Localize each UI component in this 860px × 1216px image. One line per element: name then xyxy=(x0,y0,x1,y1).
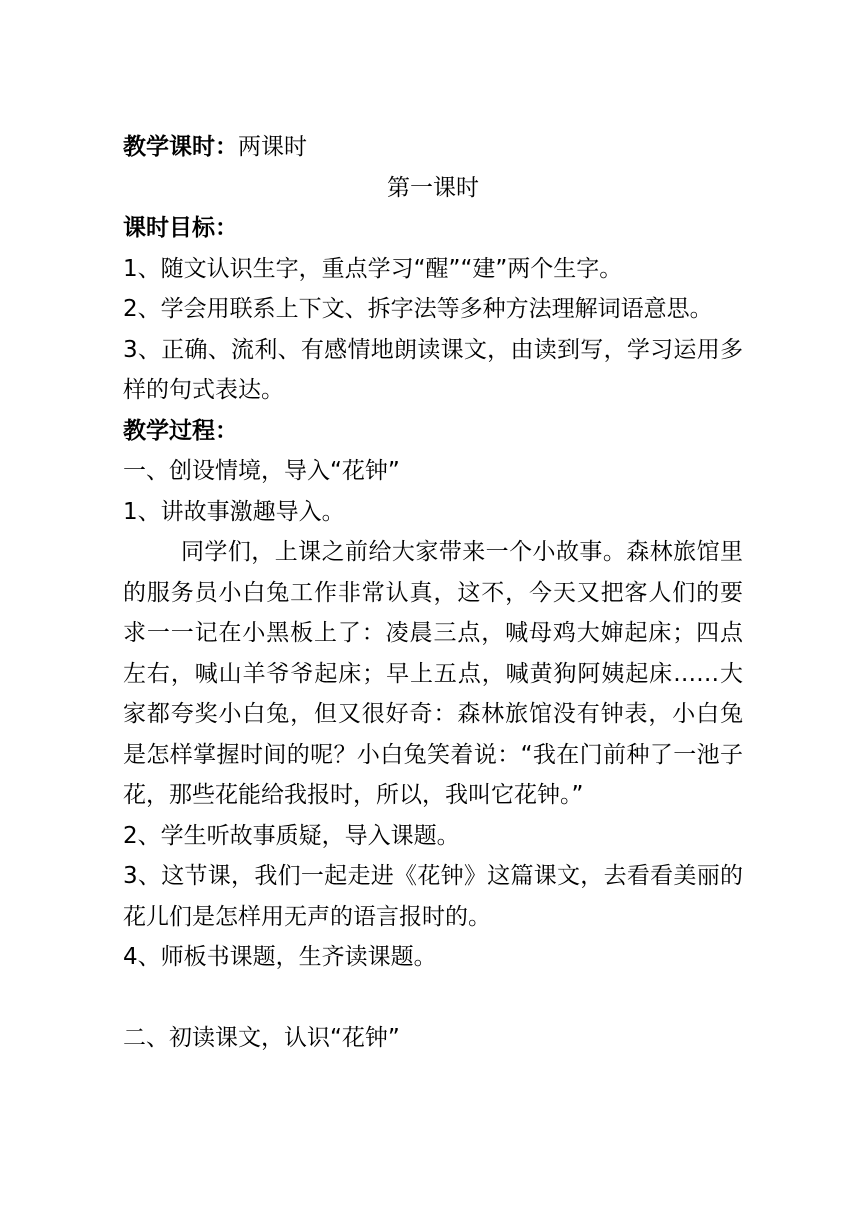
story-paragraph: 同学们，上课之前给大家带来一个小故事。森林旅馆里的服务员小白兔工作非常认真，这不，今天又把客人们的要求一一记在小黑板上了：凌晨三点，喊母鸡大婶起床；四点左右，喊山羊爷爷起床；早上五点，喊黄狗阿姨起床……大家都夸奖小白兔，但又很好奇：森林旅馆没有钟表，小白兔是怎样掌握时间的呢？小白兔笑着说：“我在门前种了一池子花，那些花能给我报时，所以，我叫它花钟。” xyxy=(123,539,743,808)
lesson-hours-label: 教学课时： xyxy=(123,134,238,160)
objectives-heading: 课时目标： xyxy=(123,215,238,241)
section-2-title: 二、初读课文，认识“花钟” xyxy=(123,1025,400,1051)
document-body xyxy=(123,127,743,1059)
step-1: 1、讲故事激趣导入。 xyxy=(123,498,345,525)
section-1-title: 一、创设情境，导入“花钟” xyxy=(123,458,400,484)
blank-line xyxy=(123,978,743,1019)
step-2: 2、学生听故事质疑，导入课题。 xyxy=(123,822,460,849)
first-lesson-title: 第一课时 xyxy=(387,174,479,201)
objective-item-1: 1、随文认识生字，重点学习“醒”“建”两个生字。 xyxy=(123,255,623,282)
objective-item-2: 2、学会用联系上下文、拆字法等多种方法理解词语意思。 xyxy=(123,296,713,322)
lesson-hours-value: 两课时 xyxy=(238,134,307,160)
step-3: 3、这节课，我们一起走进《花钟》这篇课文，去看看美丽的花儿们是怎样用无声的语言报时的。 xyxy=(123,863,743,930)
lesson-hours-line xyxy=(123,127,743,168)
step-4: 4、师板书课题，生齐读课题。 xyxy=(123,944,437,970)
process-heading: 教学过程： xyxy=(123,417,238,444)
objective-item-3: 3、正确、流利、有感情地朗读课文，由读到写，学习运用多样的句式表达。 xyxy=(123,336,743,403)
